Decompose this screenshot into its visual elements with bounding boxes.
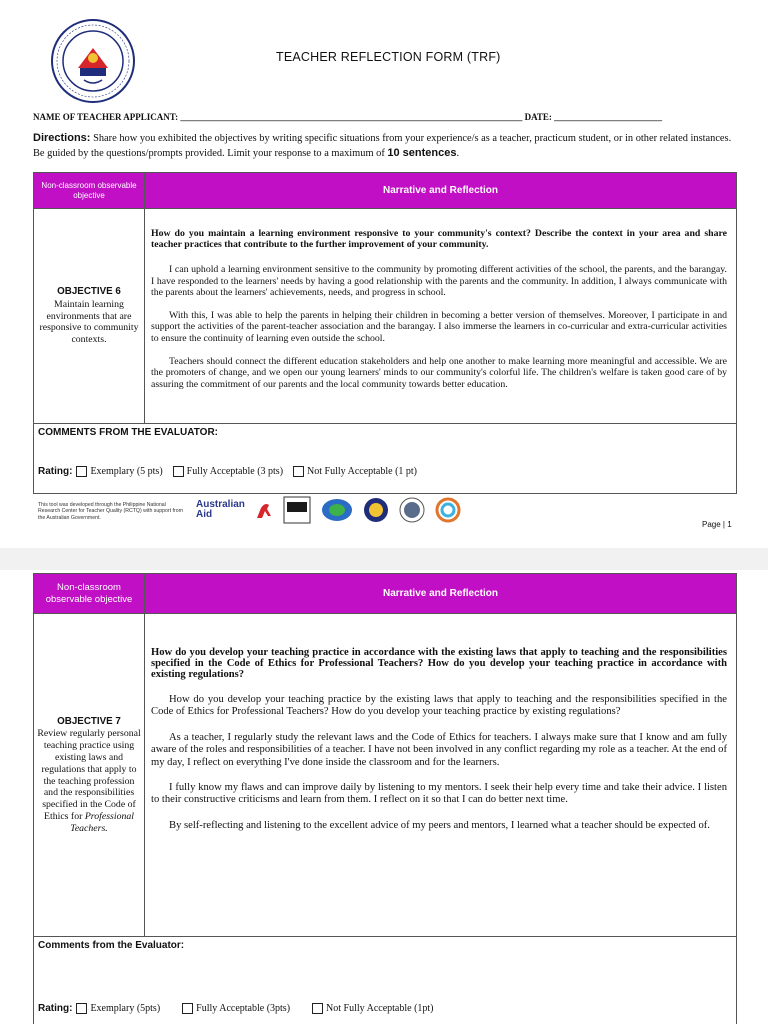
narrative-cell[interactable] <box>145 614 737 937</box>
option-fully-acceptable: Fully Acceptable (3pts) <box>196 1003 291 1014</box>
checkbox-exemplary[interactable] <box>76 466 87 477</box>
kangaroo-icon <box>255 500 273 520</box>
reflection-question: How do you maintain a learning environment responsive to your community's context? Describe the context in your area and share teacher practices that contribute to the further improvement of your community. <box>151 228 727 250</box>
rctq-seal-logo <box>363 497 389 523</box>
narrative-paragraph: By self-reflecting and listening to the excellent advice of my peers and mentors, I learned what a teacher should be expected of. <box>169 819 710 831</box>
checkbox-fully-acceptable[interactable] <box>173 466 184 477</box>
col-header-objective: Non-classroom observable objective <box>34 574 145 614</box>
evaluator-comments-cell[interactable] <box>34 937 737 1024</box>
objective-description-italic: Professional Teachers. <box>70 810 134 834</box>
reflection-question: How do you develop your teaching practice in accordance with the existing laws that apply to teaching and the responsibilities specified in the Code of Ethics for Professional Teachers? How do you develop your teaching practice in accordance with existing regulations? <box>151 647 727 680</box>
objective-cell <box>34 614 145 937</box>
directions-end: . <box>456 148 460 159</box>
narrative-paragraph: I fully know my flaws and can improve daily by listening to my mentors. I seek their help every time and take their advice. I listen to their constructive criticisms and learn from them. I reflect on it so that I can do better next time. <box>151 782 727 806</box>
page-break <box>0 548 768 570</box>
option-exemplary: Exemplary (5pts) <box>90 1003 161 1014</box>
objective-cell <box>34 209 145 424</box>
seameo-logo <box>321 497 353 523</box>
australian-aid-logo <box>196 500 245 520</box>
narrative-cell[interactable] <box>145 209 737 424</box>
checkbox-fully-acceptable[interactable] <box>182 1003 193 1014</box>
checkbox-not-fully-acceptable[interactable] <box>293 466 304 477</box>
rating-row <box>38 1003 732 1014</box>
objective-description: Maintain learning environments that are responsive to community contexts. <box>39 298 139 346</box>
swirl-logo <box>435 497 461 523</box>
narrative-paragraph: I can uphold a learning environment sensitive to the community by promoting different activities of the school, the parents, and the barangay. I have responded to the learners' needs by having a good relationship with the parents and the community. In addition, I always communicate with the parents about the learners' achievements, needs, and progress in school. <box>151 264 727 299</box>
partner-logos <box>196 494 461 526</box>
footer-note: This tool was developed through the Philippine National Research Center for Teacher Quality (RCTQ) with support from the Australian Government. <box>38 502 183 521</box>
rating-label: Rating: <box>38 466 73 477</box>
reflection-table-2 <box>33 573 737 1024</box>
option-exemplary: Exemplary (5 pts) <box>90 466 163 477</box>
option-fully-acceptable: Fully Acceptable (3 pts) <box>186 466 284 477</box>
checkbox-exemplary[interactable] <box>76 1003 87 1014</box>
australian-aid-line2: Aid <box>196 509 213 520</box>
form-title: TEACHER REFLECTION FORM (TRF) <box>276 50 501 64</box>
checkbox-not-fully-acceptable[interactable] <box>312 1003 323 1014</box>
narrative-paragraph: As a teacher, I regularly study the relevant laws and the Code of Ethics for teachers. I always make sure that I know and am fully aware of the roles and responsibilities of a teacher. I have not been involved in any conflict regarding my role as a teacher. At the end of my day, I reflect on everything I've done inside the classroom and for the learners. <box>151 731 727 768</box>
evaluator-comments-title: Comments from the Evaluator: <box>38 940 185 951</box>
objective-label: OBJECTIVE 6 <box>57 286 121 297</box>
evaluator-comments-cell[interactable] <box>34 424 737 494</box>
pnu-seal-logo <box>399 497 425 523</box>
directions <box>33 131 733 161</box>
deped-seal-logo <box>50 18 136 104</box>
une-logo <box>283 496 311 524</box>
narrative-paragraph: Teachers should connect the different education stakeholders and help one another to make learning more meaningful and accessible. We are the promoters of change, and we open our young learners' minds to our community's colorful life. The children's welfare is taken good care of by assuring the commitment of our parents and the local community towards better education. <box>151 355 727 390</box>
directions-text: Share how you exhibited the objectives by writing specific situations from your experience/s as a teacher, practicum student, or in other related instances. Be guided by the questions/prompts provided. Limit your response to a maximum of <box>33 133 732 159</box>
page-number: Page | 1 <box>702 520 732 529</box>
directions-label: Directions: <box>33 132 91 144</box>
objective-description: Review regularly personal teaching practice using existing laws and regulations that apply to the teaching profession and the responsibilities specified in the Code of Ethics for <box>37 728 141 822</box>
col-header-narrative: Narrative and Reflection <box>145 173 737 209</box>
evaluator-comments-title: COMMENTS FROM THE EVALUATOR: <box>38 427 218 438</box>
rating-label: Rating: <box>38 1003 73 1014</box>
australian-aid-line1: Australian <box>196 499 245 510</box>
narrative-paragraph: With this, I was able to help the parents in helping their children in becoming a better version of themselves. Moreover, I participate in and support the activities of the parent-teacher association and the barangay. I also immerse the learners in co-curricular and extra-curricular activities to ensure the continuity of learning even outside the school. <box>151 309 727 344</box>
rating-row <box>38 466 732 477</box>
directions-limit: 10 sentences <box>387 147 457 159</box>
col-header-objective: Non-classroom observable objective <box>34 173 145 209</box>
col-header-narrative: Narrative and Reflection <box>145 574 737 614</box>
option-not-fully-acceptable: Not Fully Acceptable (1pt) <box>326 1003 434 1014</box>
narrative-paragraph: How do you develop your teaching practice by the existing laws that apply to teaching and the responsibilities specified in the Code of Ethics for Professional Teachers? How do you develop your teaching practice by existing regulations? <box>151 694 727 718</box>
reflection-table-1 <box>33 172 737 494</box>
objective-label: OBJECTIVE 7 <box>57 715 121 727</box>
option-not-fully-acceptable: Not Fully Acceptable (1 pt) <box>307 466 418 477</box>
name-date-line: NAME OF TEACHER APPLICANT: ____________________________________________________________________________ DATE: ________________________ <box>33 112 663 122</box>
